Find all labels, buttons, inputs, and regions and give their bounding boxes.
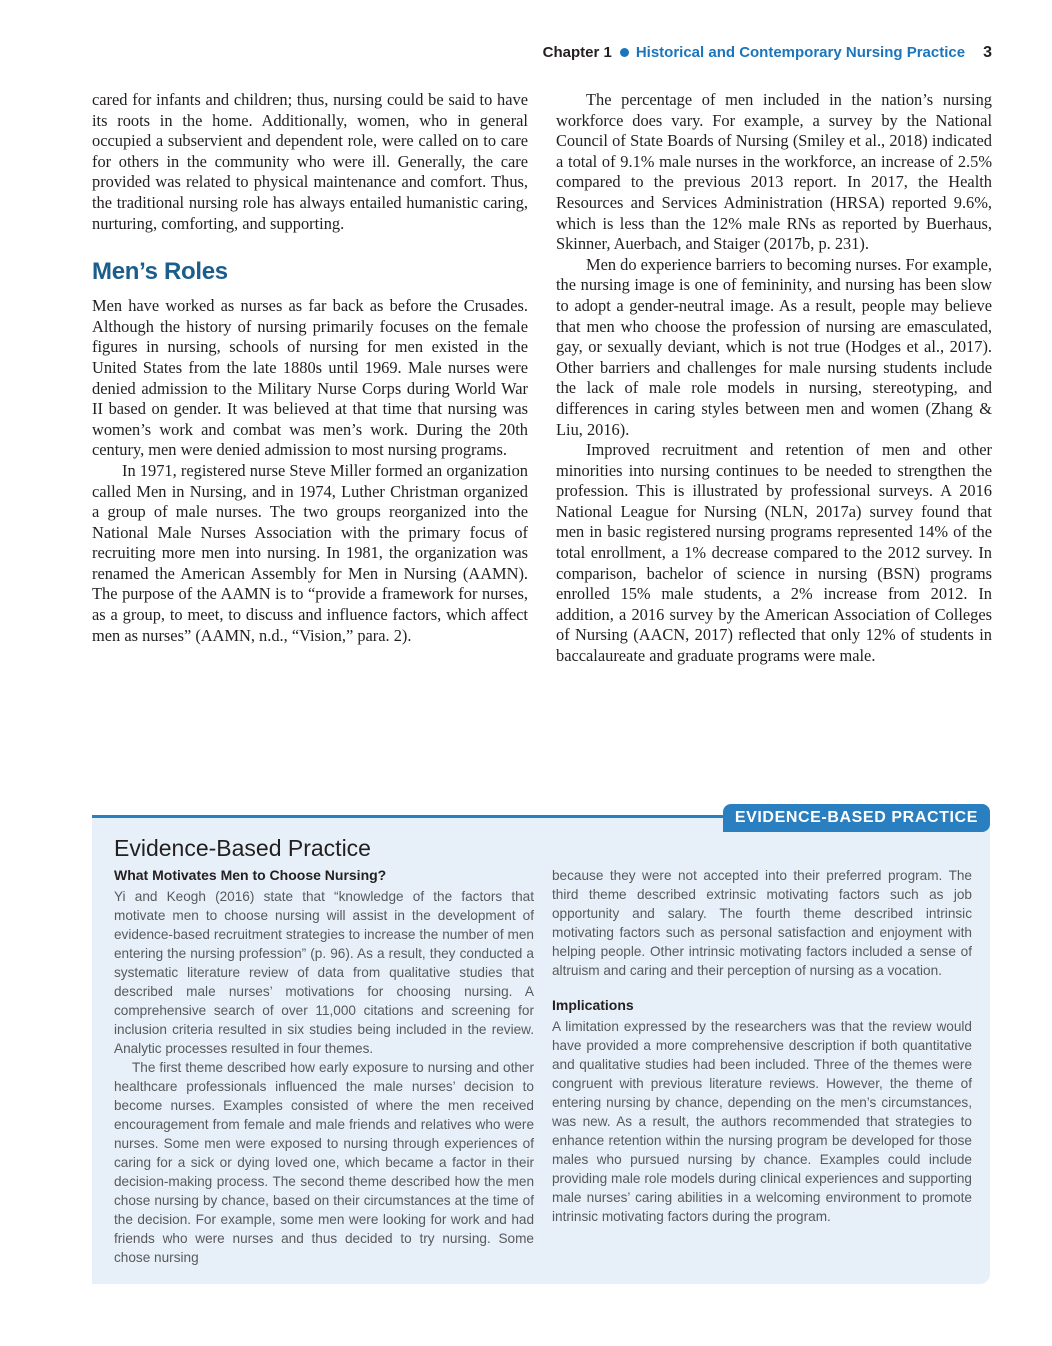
body-paragraph: Men do experience barriers to becoming nurses. For example, the nursing image is one of femininity, and nursing has been slow to adopt a gender-neutral image. As a result, people may believe that men who choose the profession of nursing are emasculated, gay, or sexually deviant, which is not true (Hodges et al., 2017). Other barriers and challenges for male nursing students include the lack of male role models in nursing, stereotyping, and differences in caring styles between men and women (Zhang & Liu, 2016).	[556, 254, 992, 439]
box-title: Evidence-Based Practice	[114, 835, 371, 861]
body-paragraph: In 1971, registered nurse Steve Miller formed an organization called Men in Nursing, and in 1974, Luther Christman organized a group of male nurses. The two groups reorganized into the National Male Nurses Association with the primary focus of recruiting more men into nursing. In 1981, the organization was renamed the American Assembly for Men in Nursing (AAMN). The purpose of the AAMN is to “provide a framework for nurses, as a group, to meet, to discuss and influence factors, which affect men as nurses” (AAMN, n.d., “Vision,” para. 2).	[92, 460, 528, 645]
left-column	[92, 90, 528, 646]
box-left-column	[114, 866, 534, 1267]
intro-paragraph: cared for infants and children; thus, nursing could be said to have its roots in the home. Additionally, women, who in general occupied a subservient and dependent role, were called on to care for others in the community who were ill. Generally, the care provided was related to physical maintenance and comfort. Thus, the traditional nursing role has always entailed humanistic caring, nurturing, comforting, and supporting.	[92, 90, 528, 233]
box-subtitle: What Motivates Men to Choose Nursing?	[114, 867, 387, 883]
chapter-title: Historical and Contemporary Nursing Practice	[635, 44, 966, 61]
bullet-dot-icon	[620, 48, 629, 57]
body-paragraph: Men have worked as nurses as far back as before the Crusades. Although the history of nursing primarily focuses on the female figures in nursing, schools of nursing for men existed in the United States from the late 1880s until 1969. Male nurses were denied admission to the Military Nurse Corps during World War II based on gender. It was believed at that time that nursing was women’s work and combat was men’s work. During the 20th century, men were denied admission to most nursing programs.	[92, 296, 528, 460]
box-right-column	[552, 866, 972, 1226]
box-paragraph: The first theme described how early exposure to nursing and other healthcare professionals influenced the male nurses’ decision to become nurses. Examples consisted of where the men received encouragement from female and male friends and relatives who were nurses. Some men were exposed to nursing through experiences of caring for a sick or dying loved one, which became a factor in their decision-making process. The second theme described how the men chose nursing by chance, based on their circumstances at the time of the decision. For example, some men were looking for work and had friends who were nurses and thus decided to try nursing. Some chose nursing	[114, 1060, 534, 1265]
right-column	[556, 90, 992, 667]
box-paragraph: Yi and Keogh (2016) state that “knowledge of the factors that motivate men to choose nursing will assist in the development of evidence-based recruitment strategies to increase the number of men entering the nursing profession” (p. 96). As a result, they conducted a systematic literature review of data from qualitative studies that described male nurses’ motivations for choosing nursing. A comprehensive search of over 11,000 citations and screening for inclusion criteria resulted in six studies being included in the review. Analytic processes resulted in four themes.	[114, 889, 534, 1056]
implications-heading: Implications	[552, 997, 634, 1013]
box-tag: EVIDENCE-BASED PRACTICE	[723, 804, 990, 832]
section-heading: Men’s Roles	[92, 258, 228, 286]
running-header	[0, 44, 992, 62]
body-paragraph: Improved recruitment and retention of men and other minorities into nursing continues to be needed to strengthen the profession. This is illustrated by professional surveys. A 2016 National League for Nursing (NLN, 2017a) survey found that men in basic registered nursing programs represented 14% of the total enrollment, a 1% decrease compared to the 2012 survey. In comparison, bachelor of science in nursing (BSN) programs enrolled 15% male students, a 2% increase from 2012. In addition, a 2016 survey by the American Association of Colleges of Nursing (AACN, 2017) reflected that only 12% of students in baccalaureate and graduate programs were male.	[556, 440, 992, 666]
page-number: 3	[983, 44, 992, 61]
body-paragraph: The percentage of men included in the nation’s nursing workforce does vary. For example, a survey by the National Council of State Boards of Nursing (Smiley et al., 2018) indicated a total of 9.1% male nurses in the workforce, an increase of 2.5% compared to the previous 2013 report. In 2017, the Health Resources and Services Administration (HRSA) reported 9.6%, which is less than the 12% male RNs as reported by Buerhaus, Skinner, Auerbach, and Staiger (2017b, p. 231).	[556, 90, 992, 254]
box-paragraph: A limitation expressed by the researchers was that the review would have provided a more comprehensive description if both quantitative and qualitative studies had been included. Three of the themes were congruent with previous literature reviews. However, the theme of entering nursing by chance, depending on the men’s circumstances, was new. As a result, the authors recommended that strategies to enhance retention within the nursing program be developed for those males who pursued nursing by chance. Examples could include providing male role models during clinical experiences and supporting male nurses’ caring abilities in a welcoming environment to promote intrinsic motivating factors during the program.	[552, 1019, 972, 1224]
evidence-based-practice-box	[92, 809, 990, 1284]
box-paragraph: because they were not accepted into their preferred program. The third theme described extrinsic motivating factors such as job opportunity and salary. The fourth theme described intrinsic motivating factors such as personal satisfaction and enjoyment with helping people. Other intrinsic motivating factors included a sense of altruism and caring and their perception of nursing as a vocation.	[552, 868, 972, 978]
chapter-label: Chapter 1	[542, 44, 612, 61]
